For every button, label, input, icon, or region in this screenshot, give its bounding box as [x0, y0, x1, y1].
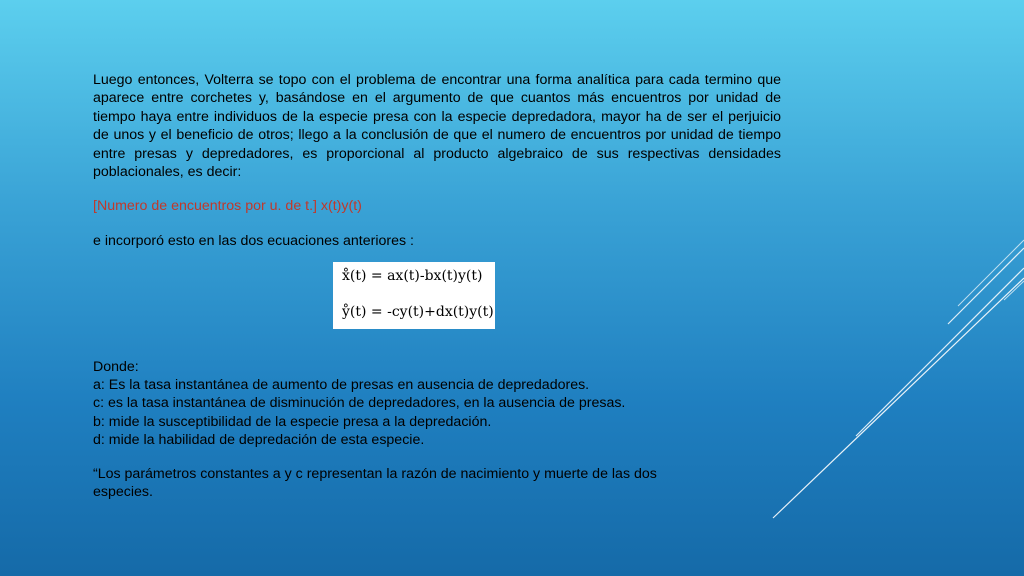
- prey-equation: x̊(t) = ax(t)-bx(t)y(t): [342, 268, 483, 284]
- deco-line-4: [773, 278, 1024, 518]
- deco-line-5: [1004, 281, 1024, 300]
- parameters-quote: “Los parámetros constantes a y c representan la razón de nacimiento y muerte de las dos especies.: [93, 466, 657, 501]
- definition-item-b: b: mide la susceptibilidad de la especie presa a la depredación.: [93, 413, 492, 430]
- equations-image: [333, 262, 495, 329]
- encounters-formula: [Numero de encuentros por u. de t.] x(t)y(t): [93, 198, 362, 215]
- definition-item-c: c: es la tasa instantánea de disminución de depredadores, en la ausencia de presas.: [93, 395, 626, 412]
- predator-equation: ẙ(t) = -cy(t)+dx(t)y(t): [342, 304, 494, 320]
- definitions: [93, 358, 781, 449]
- definition-item-d: d: mide la habilidad de depredación de esta especie.: [93, 431, 425, 448]
- deco-line-1: [948, 248, 1024, 324]
- definitions-heading: Donde:: [93, 359, 139, 375]
- definition-item-a: a: Es la tasa instantánea de aumento de presas en ausencia de depredadores.: [93, 377, 590, 394]
- intro-paragraph: Luego entonces, Volterra se topo con el problema de encontrar una forma analítica para cada termino que aparece entre corchetes y, basándose en el argumento de que cuantos más encuentros por unidad de tiempo haya entre individuos de la especie presa con la especie depredadora, mayor ha de ser el perjuicio de unos y el beneficio de otros; llego a la conclusión de que el numero de encuentros por unidad de tiempo entre presas y depredadores, es proporcional al producto algebraico de sus respectivas densidades poblacionales, es decir:: [93, 72, 781, 181]
- incorporation-line: e incorporó esto en las dos ecuaciones anteriores :: [93, 232, 414, 249]
- body-text: [93, 71, 781, 250]
- deco-line-3: [856, 268, 1024, 436]
- deco-line-2: [958, 240, 1024, 306]
